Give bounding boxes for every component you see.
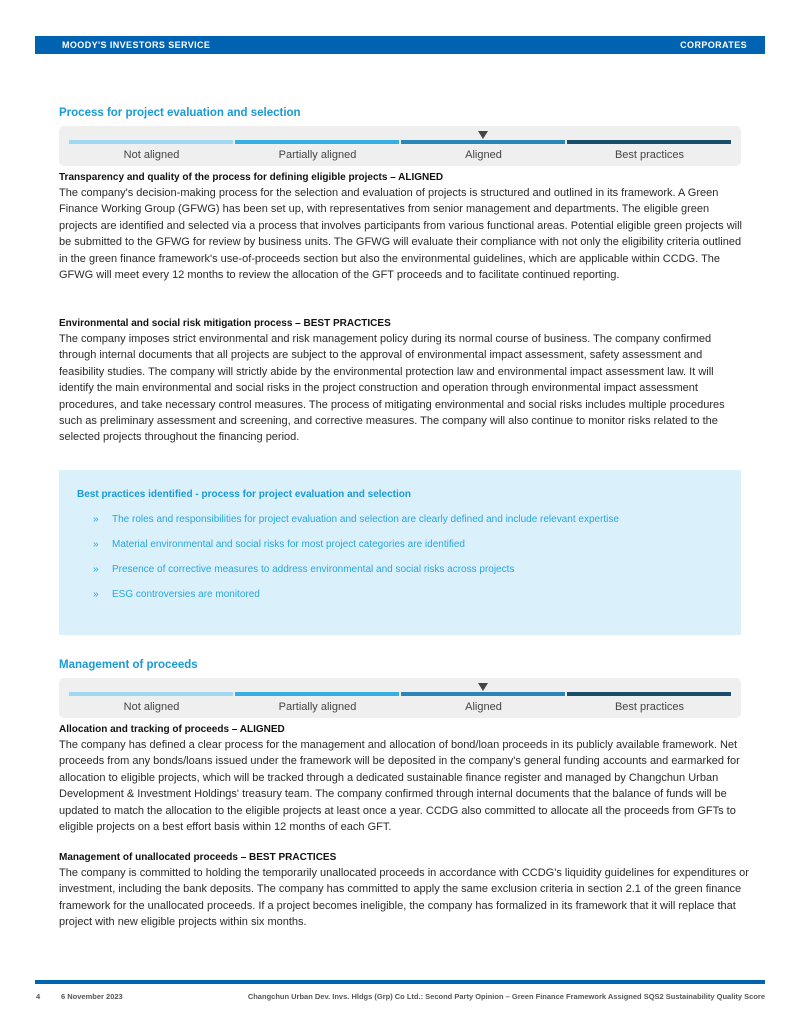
scale-label: Not aligned [123,701,180,713]
chevron-bullet-icon: » [93,564,99,575]
section-title-management-of-proceeds: Management of proceeds [59,659,198,671]
scale-segment-best-practices [567,692,731,696]
chevron-bullet-icon: » [93,514,99,525]
scale-segment-best-practices [567,140,731,144]
rating-marker-icon [478,683,488,691]
section-label: CORPORATES [680,40,747,50]
subsection-body: The company's decision-making process for the selection and evaluation of projects is structured and outlined in its framework. A Green Finance Working Group (GFWG) has been set up, with representatives from senior management and departments. The eligible green projects are identified and selected via a process that involves participants from various functional areas. Potential eligible green projects will be submitted to the GFWG for review by business units. The GFWG will evaluate their compliance with not only the eligibility criteria outlined in the green finance framework's use-of-proceeds section but also the environmental guidelines, which are applicable within CCDG. The GFWG will meet every 12 months to review the allocation of the GFT proceeds and to facilitate continued reporting. [59,187,742,282]
subsection-heading: Transparency and quality of the process for defining eligible projects – ALIGNED [59,172,444,183]
best-practice-item: » Material environmental and social risks for most project categories are identified [93,539,465,550]
scale-segment-not-aligned [69,140,233,144]
chevron-bullet-icon: » [93,589,99,600]
best-practices-box [59,470,741,635]
scale-segment-partially-aligned [235,692,399,696]
rating-marker-icon [478,131,488,139]
best-practice-item: » Presence of corrective measures to address environmental and social risks across projects [93,564,515,575]
subsection-body: The company imposes strict environmental and risk management policy during its normal course of business. The company confirmed through internal documents that all projects are subject to the approval of environmental impact assessment, safety assessment and feasibility studies. The company will strictly abide by the environmental protection law and environmental impact assessment law. It will identify the main environmental and social risks in the project construction and operation through environmental impact assessment procedures, and take necessary control measures. The process of mitigating environmental and social risks includes multiple procedures such as preliminary assessment and screening, and corrective measures. The company will also continue to monitor risks related to the selected projects throughout the financing period. [59,333,725,444]
subsection-body: The company is committed to holding the temporarily unallocated proceeds in accordance with CCDG's liquidity guidelines for expenditures or investment, including the bank deposits. The company has committed to apply the same exclusion criteria in section 2.1 of the green finance framework for the unallocated proceeds. If a project becomes ineligible, the company has formalized in its framework that it will replace that project with new eligible projects within six months. [59,867,749,929]
scale-label: Partially aligned [278,701,357,713]
scale-label: Partially aligned [278,149,357,161]
scale-label: Aligned [465,701,502,713]
alignment-scale-project-evaluation [59,126,741,166]
best-practices-title: Best practices identified - process for project evaluation and selection [77,489,411,500]
scale-label: Not aligned [123,149,180,161]
scale-label: Best practices [614,149,685,161]
best-practice-item: » ESG controversies are monitored [93,589,260,600]
scale-label: Best practices [614,701,685,713]
footer-document-title: Changchun Urban Dev. Invs. Hldgs (Grp) Co Ltd.: Second Party Opinion – Green Finance Framework Assigned SQS2 Sustainability Quality Score [247,992,765,1001]
scale-segment-aligned [401,140,565,144]
alignment-scale-management-of-proceeds [59,678,741,718]
brand-name: MOODY'S INVESTORS SERVICE [62,40,211,50]
scale-segment-partially-aligned [235,140,399,144]
footer-bar [35,980,765,984]
scale-segment-aligned [401,692,565,696]
subsection-heading: Management of unallocated proceeds – BEST PRACTICES [59,852,337,863]
chevron-bullet-icon: » [93,539,99,550]
best-practice-item: » The roles and responsibilities for project evaluation and selection are clearly defined and include relevant expertise [93,514,619,525]
page-number: 4 [36,992,41,1001]
subsection-heading: Allocation and tracking of proceeds – ALIGNED [59,724,285,735]
header-bar [35,36,765,54]
scale-label: Aligned [465,149,502,161]
footer-date: 6 November 2023 [61,992,123,1001]
subsection-heading: Environmental and social risk mitigation process – BEST PRACTICES [59,318,391,329]
section-title-project-evaluation: Process for project evaluation and selection [59,107,301,119]
subsection-body: The company has defined a clear process for the management and allocation of bond/loan proceeds in its publicly available framework. Net proceeds from any bonds/loans issued under the framework will be deposited in the company's general funding accounts and earmarked for allocation to eligible projects, which will be tracked through a dedicated sustainable finance register and managed by Changchun Urban Development & Investment Holdings' treasury team. The company confirmed through internal documents that the balance of funds will be updated to match the allocation to the eligible projects at least once a year. CCDG also committed to allocate all the proceeds from GFTs to eligible projects on a best effort basis within 12 months of each GFT. [59,739,740,834]
scale-segment-not-aligned [69,692,233,696]
